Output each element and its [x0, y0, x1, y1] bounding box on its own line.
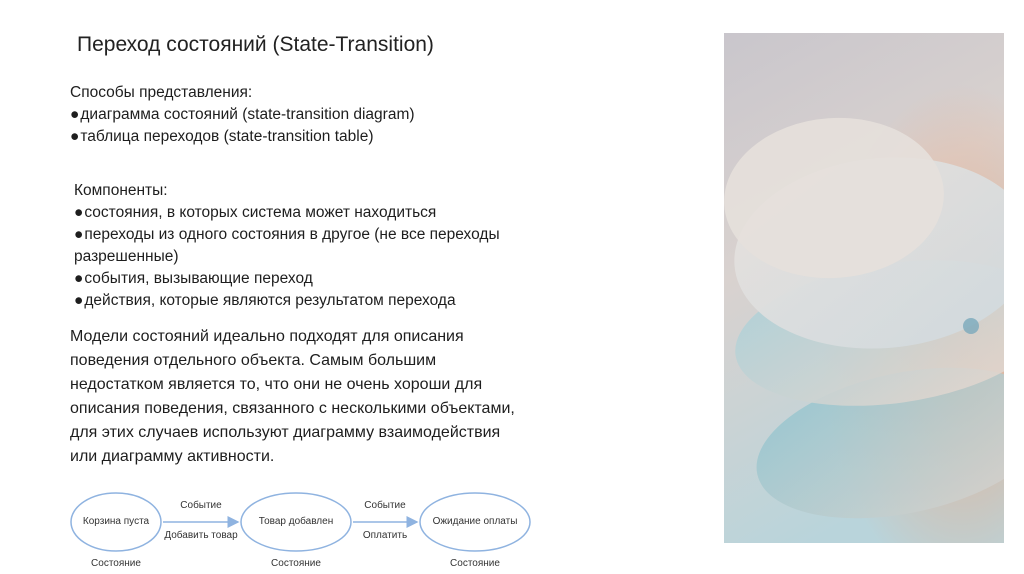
components-item: ●события, вызывающие переход [74, 270, 313, 287]
state-label: Ожидание оплаты [432, 516, 518, 527]
paragraph-line: Модели состояний идеально подходят для описания [70, 328, 464, 345]
bullet-icon: ● [74, 226, 84, 243]
paragraph-line: для этих случаев используют диаграмму взаимодействия [70, 424, 501, 441]
transition-event-label: Событие [364, 500, 406, 511]
paragraph-line: недостатком является то, что они не очень хороши для [70, 376, 483, 393]
paragraph-line: поведения отдельного объекта. Самым большим [70, 352, 437, 369]
state-caption: Состояние [450, 558, 500, 569]
state-caption: Состояние [91, 558, 141, 569]
description-paragraph [70, 325, 590, 469]
bullet-icon: ● [70, 128, 80, 145]
components-item: ●переходы из одного состояния в другое (не все переходы [74, 226, 500, 243]
bullet-icon: ● [74, 204, 84, 221]
components-heading: Компоненты: [74, 182, 168, 199]
components-section [74, 180, 500, 312]
paragraph-line: описания поведения, связанного с несколькими объектами, [70, 400, 515, 417]
transition-action-label: Оплатить [362, 530, 408, 541]
components-item-continuation: разрешенные) [74, 248, 179, 265]
paragraph-line: или диаграмму активности. [70, 448, 275, 465]
representation-item: ●таблица переходов (state-transition table) [70, 128, 374, 145]
state-label: Корзина пуста [82, 516, 150, 527]
abstract-discs-illustration [724, 33, 1004, 543]
bullet-icon: ● [74, 270, 84, 287]
components-item: ●состояния, в которых система может находиться [74, 204, 437, 221]
representation-section [70, 82, 415, 148]
representation-item: ●диаграмма состояний (state-transition diagram) [70, 106, 415, 123]
bullet-icon: ● [74, 292, 84, 309]
state-caption: Состояние [271, 558, 321, 569]
components-item: ●действия, которые являются результатом перехода [74, 292, 456, 309]
representation-heading: Способы представления: [70, 84, 253, 101]
state-diagram [60, 478, 560, 574]
bullet-icon: ● [70, 106, 80, 123]
state-label: Товар добавлен [258, 516, 334, 527]
transition-event-label: Событие [180, 500, 222, 511]
transition-action-label: Добавить товар [164, 530, 238, 541]
decorative-abstract-image [724, 33, 1004, 543]
slide-title: Переход состояний (State-Transition) [77, 33, 434, 56]
